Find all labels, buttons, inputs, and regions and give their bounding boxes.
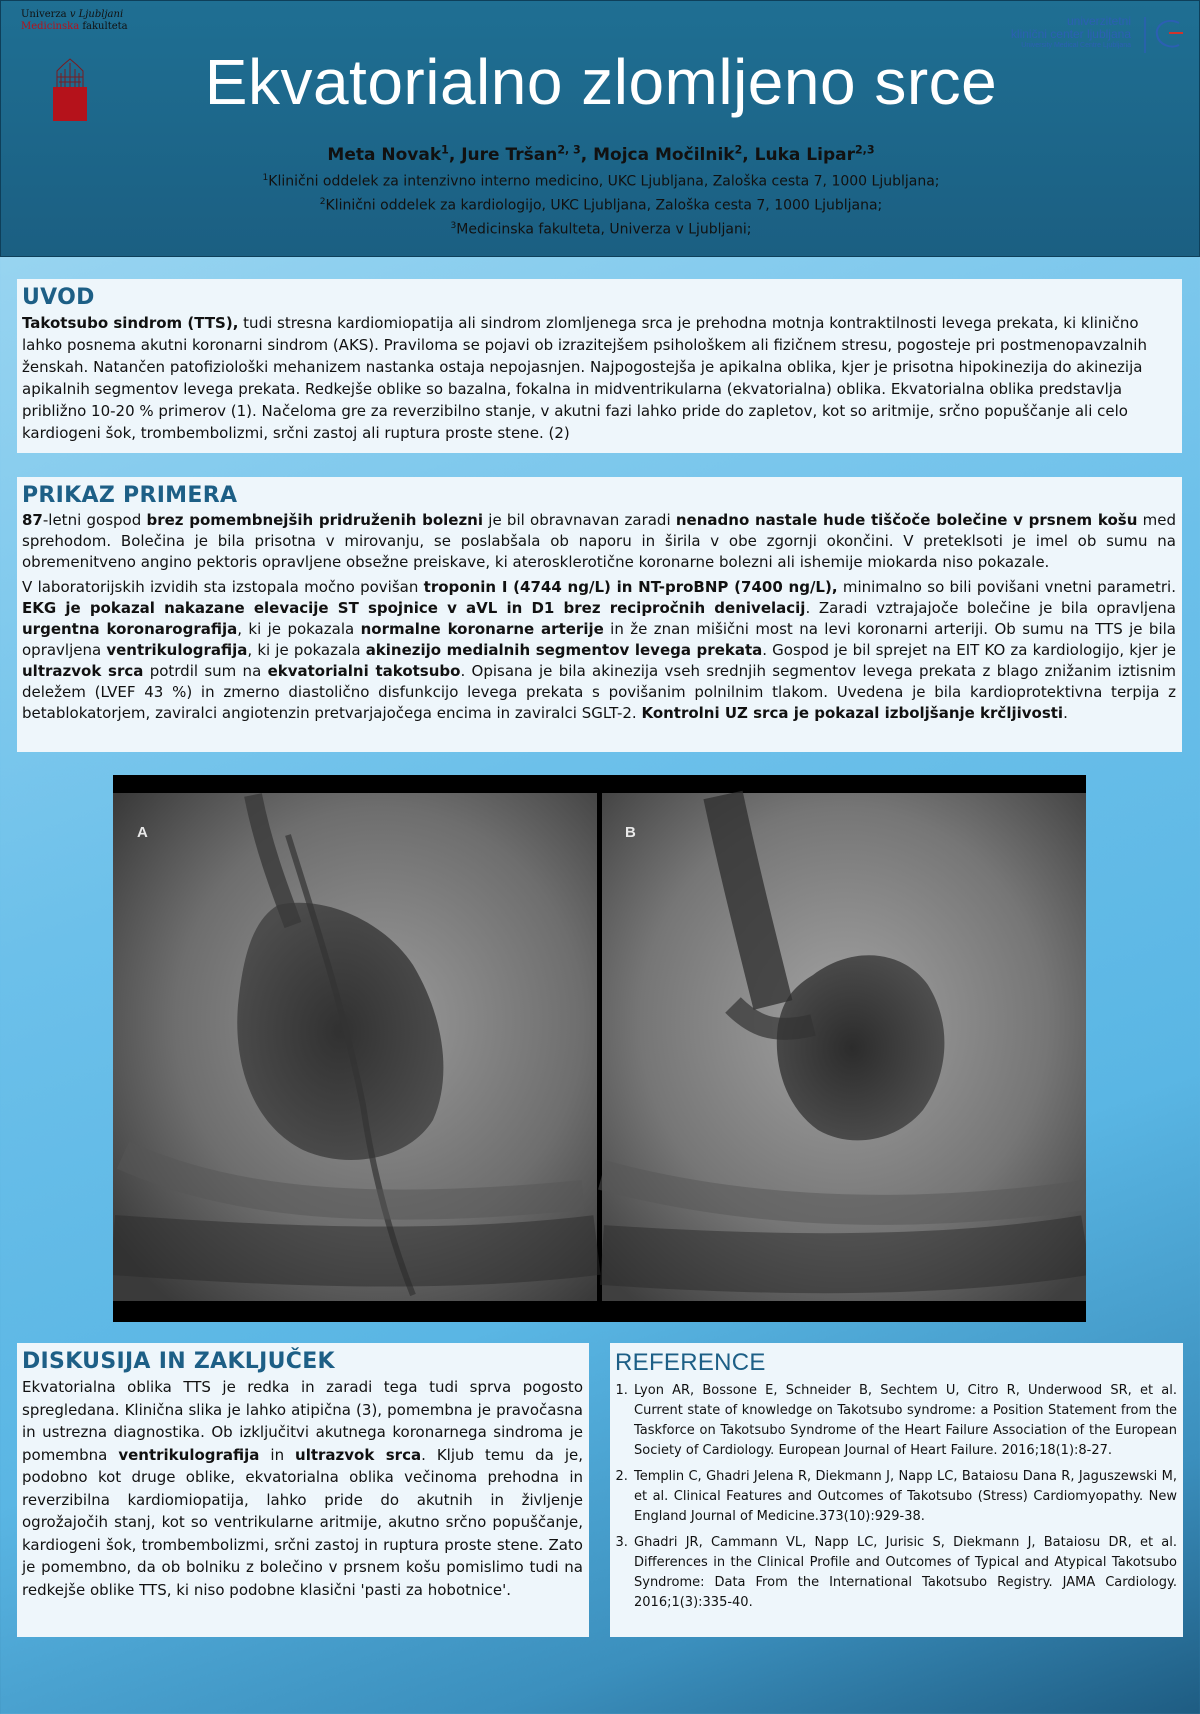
text-run: -letni gospod [42, 511, 147, 529]
text-run: . Opisana je bila akinezija vseh srednjih segmentov levega prekata z blago znižanim iztisnim deležem (LVEF 43 %) in zmerno diastolično disfunkcijo levega prekata s povišanim polnilnim tlakom. Uvedena je bila kardioprotektivna terpija z betablokatorjem, zaviralci angiotenzin pretvarjajočega encima in zaviralci SGLT-2. [22, 662, 1176, 722]
panel-b-label: B [625, 824, 636, 841]
affiliation-1: $^1$Klinični oddelek za intenzivno interno medicino, UKC Ljubljana, Zaloška cesta 7, 1000 Ljubljana; [262, 173, 940, 190]
author: Luka Lipar$^{2,3}$ [754, 143, 875, 165]
lead-term: Takotsubo sindrom (TTS), [22, 314, 239, 332]
ventriculography-figure [113, 775, 1086, 1322]
bold-phrase: ekvatorialni takotsubo [267, 662, 461, 680]
uni-logo-faculty-suffix: fakulteta [79, 21, 128, 32]
section-heading: PRIKAZ PRIMERA [22, 483, 238, 508]
uni-logo-text: Univerza [21, 9, 70, 20]
section-text: Takotsubo sindrom (TTS), tudi stresna kardiomiopatija ali sindrom zlomljenega srca je prehodna motnja kontraktilnosti levega prekata, ki klinično lahko posnema akutni koronarni sindrom (AKS). Praviloma se pojavi ob izrazitejšem psihološkem ali fizičnem stresu, pogosteje pri postmenopavzalnih ženskah. Natančen patofiziološki mehanizem nastanka ostaja nepojasnjen. Najpogostejša je apikalna oblika, kjer je prisotna hipokinezija do akinezija apikalnih segmentov levega prekata. Redkejše oblike so bazalna, fokalna in midventrikularna (ekvatorialna) oblika. Ekvatorialna oblika predstavlja približno 10-20 % primerov (1). Načeloma gre za reverzibilno stanje, v akutni fazi lahko pride do zapletov, kot so aritmije, srčno popuščanje ali celo kardiogeni šok, trombembolizmi, srčni zastoj ali ruptura proste stene. (2) [22, 314, 1147, 442]
ukc-logo-line3: University Medical Centre Ljubljana [1021, 42, 1131, 49]
text-run: , ki je pokazala [237, 620, 361, 638]
reference-item: 2. Templin C, Ghadri Jelena R, Diekmann J, Napp LC, Bataiosu Dana R, Jaguszewski M, et al. Clinical Features and Outcomes of Takotsubo (Stress) Cardiomyopathy. New England Journal of Medicine.373(10):929-38. [632, 1467, 1177, 1527]
section-uvod [17, 279, 1182, 453]
affiliation-3: $^3$Medicinska fakulteta, Univerza v Ljubljani; [450, 221, 752, 238]
author-list [1, 143, 1200, 165]
section-reference [610, 1343, 1183, 1637]
case-paragraph-2 [22, 577, 1176, 724]
reference-list [615, 1381, 1177, 1613]
bold-phrase: ultrazvok srca [295, 1445, 422, 1464]
section-heading: DISKUSIJA IN ZAKLJUČEK [22, 1349, 335, 1374]
poster-header [0, 0, 1200, 257]
author: Jure Tršan$^{2, 3}$, [461, 143, 594, 165]
section-diskusija [17, 1343, 589, 1637]
bold-phrase: akinezijo medialnih segmentov levega prekata [365, 641, 763, 659]
text-run: , ki je pokazala [247, 641, 366, 659]
bold-phrase: urgentna koronarografija [22, 620, 238, 638]
author: Mojca Močilnik$^2$, [593, 143, 755, 165]
text-run: . [1063, 704, 1068, 722]
bold-phrase: 87 [22, 511, 43, 529]
text-run: minimalno so bili povišani vnetni parametri. [837, 578, 1176, 596]
reference-item: 3. Ghadri JR, Cammann VL, Napp LC, Jurisic S, Diekmann J, Bataiosu DR, et al. Differences in the Clinical Profile and Outcomes of Typical and Atypical Takotsubo Syndrome: Data From the International Takotsubo Registry. JAMA Cardiology. 2016;1(3):335-40. [632, 1533, 1177, 1613]
ukc-logo-line1: univerzitetni [1066, 14, 1131, 28]
affiliation-2: $^2$Klinični oddelek za kardiologijo, UKC Ljubljana, Zaloška cesta 7, 1000 Ljubljana; [319, 197, 883, 214]
university-logo [21, 9, 131, 33]
text-run: . Zaradi vztrajajoče bolečine je bila opravljena [805, 599, 1177, 617]
bold-phrase: normalne koronarne arterije [360, 620, 604, 638]
text-run: . Gospod je bil sprejet na EIT KO za kardiologijo, kjer je [762, 641, 1176, 659]
discussion-paragraph [22, 1376, 583, 1601]
bold-phrase: ultrazvok srca [22, 662, 144, 680]
panel-a-label: A [137, 824, 148, 841]
text-run: . Kljub temu da je, podobno kot druge oblike, ekvatorialna oblika večinoma prehodna in reverzibilna kardiomiopatija, lahko pride do akutnih in življenje ogrožajočih stanj, kot so ventrikularne aritmije, akutno srčno popuščanje, kardiogeni šok, trombembolizmi, srčni zastoj in ruptura proste stene. Zato je pomembno, da ob bolniku z bolečino v prsnem košu pomislimo tudi na redkejše oblike TTS, ki niso podobne klasični 'pasti za hobotnice'. [22, 1445, 583, 1599]
text-run: V laboratorijskih izvidih sta izstopala močno povišan [22, 578, 424, 596]
reference-item: 1. Lyon AR, Bossone E, Schneider B, Sechtem U, Citro R, Underwood SR, et al. Current state of knowledge on Takotsubo syndrome: a Position Statement from the Taskforce on Takotsubo Syndrome of the Heart Failure Association of the European Society of Cardiology. European Journal of Heart Failure. 2016;18(1):8-27. [632, 1381, 1177, 1461]
text-run: potrdil sum na [143, 662, 268, 680]
section-prikaz-primera [17, 477, 1182, 752]
section-heading: REFERENCE [615, 1349, 766, 1376]
text-run: Ekvatorialna oblika TTS je redka in zaradi tega tudi sprva pogosto spregledana. Klinična slika je lahko atipična (3), pomembna je pravočasna in ustrezna diagnostika. Ob izključitvi akutnega koronarnega sindroma je pomembna [22, 1378, 583, 1464]
poster-title: Ekvatorialno zlomljeno srce [204, 46, 998, 118]
panel-b-left-ventricle [777, 955, 945, 1140]
bold-phrase: ventrikulografija [118, 1445, 260, 1464]
uni-logo-faculty: Medicinska [21, 21, 80, 32]
bold-phrase: nenadno nastale hude tiščoče bolečine v prsnem košu [675, 511, 1138, 529]
bold-phrase: ventrikulografija [106, 641, 248, 659]
bold-phrase: brez pomembnejših pridruženih bolezni [146, 511, 484, 529]
text-run: je bil obravnavan zaradi [483, 511, 676, 529]
text-run: in že znan mišični most na levi koronarni arteriji. Ob sumu na TTS je bila opravljena [22, 620, 1176, 659]
text-run: med sprehodom. Bolečina je bila prisotna v mirovanju, se poslabšala ob naporu in širila v obe zgornji okončini. V preteklsoti je imel ob sumu na obremenitveno angino pektoris opravljene obsežne preiskave, ki aterosklerotične koronarne bolezni ali ishemije miokarda niso pokazale. [22, 511, 1176, 571]
uni-logo-text-italic: v Ljubljani [69, 9, 124, 20]
case-paragraph-1 [22, 510, 1176, 573]
bold-phrase: troponin I (4744 ng/L) in NT-proBNP (7400 ng/L), [423, 578, 838, 596]
text-run: in [259, 1445, 296, 1464]
author: Meta Novak$^1$, [327, 143, 462, 165]
ventriculography-image [113, 775, 1086, 1322]
bold-phrase: EKG je pokazal nakazane elevacije ST spojnice v aVL in D1 brez recipročnih denivelacij [22, 599, 806, 617]
ukc-logo-line2: klinični center ljubljana [1010, 27, 1131, 41]
section-heading: UVOD [22, 285, 95, 310]
bold-phrase: Kontrolni UZ srca je pokazal izboljšanje krčljivosti [641, 704, 1064, 722]
